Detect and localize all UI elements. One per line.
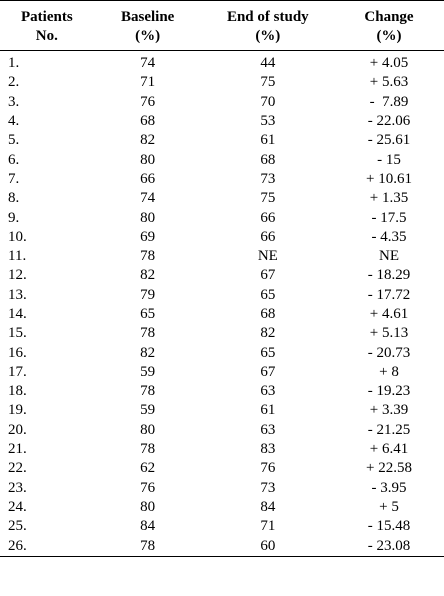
end-of-study-cell: NE xyxy=(257,248,278,265)
table-row xyxy=(0,343,444,362)
patient-no-cell: 23. xyxy=(8,479,27,496)
table-row xyxy=(0,150,444,169)
table-row xyxy=(0,305,444,324)
baseline-cell: 76 xyxy=(140,479,156,496)
change-cell: - 19.23 xyxy=(367,383,411,400)
table-row xyxy=(0,266,444,285)
baseline-cell: 71 xyxy=(140,74,156,91)
patient-no-cell: 16. xyxy=(8,344,27,361)
end-of-study-cell: 63 xyxy=(260,383,276,400)
end-of-study-cell: 53 xyxy=(260,113,276,130)
end-of-study-cell: 73 xyxy=(260,479,276,496)
change-cell: - 22.06 xyxy=(367,113,411,130)
table-row xyxy=(0,208,444,227)
patient-no-cell: 25. xyxy=(8,518,27,535)
patient-no-cell: 22. xyxy=(8,460,27,477)
end-of-study-cell: 65 xyxy=(260,286,276,303)
header-change-line2: (%) xyxy=(376,28,402,44)
patient-no-cell: 1. xyxy=(8,55,20,72)
end-of-study-cell: 82 xyxy=(260,325,276,342)
patient-no-cell: 9. xyxy=(8,209,20,226)
patient-no-cell: 20. xyxy=(8,421,27,438)
patient-no-cell: 6. xyxy=(8,151,20,168)
table-row xyxy=(0,421,444,440)
patient-no-cell: 10. xyxy=(8,228,27,245)
end-of-study-cell: 68 xyxy=(260,306,276,322)
baseline-cell: 76 xyxy=(140,93,156,110)
end-of-study-cell: 61 xyxy=(260,402,276,419)
baseline-cell: 78 xyxy=(140,325,156,342)
table-row xyxy=(0,189,444,208)
table-row xyxy=(0,363,444,382)
patient-no-cell: 17. xyxy=(8,363,27,380)
table-body xyxy=(0,51,444,557)
change-cell: NE xyxy=(379,248,399,265)
change-cell: + 1.35 xyxy=(369,190,409,207)
baseline-cell: 82 xyxy=(140,344,156,361)
end-of-study-cell: 60 xyxy=(260,537,276,554)
end-of-study-cell: 73 xyxy=(260,170,276,187)
baseline-cell: 82 xyxy=(140,267,156,284)
change-cell: - 20.73 xyxy=(367,344,411,361)
table-row xyxy=(0,401,444,420)
table-row xyxy=(0,517,444,536)
change-cell: + 4.61 xyxy=(369,306,409,322)
baseline-cell: 78 xyxy=(140,537,156,554)
table-row xyxy=(0,459,444,478)
patient-no-cell: 24. xyxy=(8,498,27,515)
change-cell: + 4.05 xyxy=(369,55,409,72)
change-cell: - 15 xyxy=(377,151,401,168)
patient-no-cell: 7. xyxy=(8,170,20,187)
table-row xyxy=(0,73,444,92)
table-row xyxy=(0,93,444,112)
end-of-study-cell: 83 xyxy=(260,441,276,458)
end-of-study-cell: 67 xyxy=(260,267,276,284)
patient-no-cell: 4. xyxy=(8,113,20,130)
baseline-cell: 59 xyxy=(140,402,156,419)
change-cell: - 7.89 xyxy=(369,93,409,110)
patient-no-cell: 15. xyxy=(8,325,27,342)
table-row xyxy=(0,498,444,517)
baseline-cell: 78 xyxy=(140,248,156,265)
patient-no-cell: 3. xyxy=(8,93,20,110)
end-of-study-cell: 44 xyxy=(260,55,276,72)
change-cell: + 10.61 xyxy=(366,170,412,187)
change-cell: + 5 xyxy=(379,498,399,515)
baseline-cell: 82 xyxy=(140,132,156,149)
header-patients-no xyxy=(0,1,94,51)
change-cell: - 17.72 xyxy=(367,286,411,303)
baseline-cell: 74 xyxy=(140,190,156,207)
baseline-cell: 78 xyxy=(140,441,156,458)
baseline-cell: 80 xyxy=(140,209,156,226)
header-change-line1: Change xyxy=(364,9,414,25)
header-patients-line2: No. xyxy=(35,28,58,44)
baseline-cell: 74 xyxy=(140,55,156,72)
baseline-cell: 78 xyxy=(140,383,156,400)
patient-no-cell: 11. xyxy=(8,248,27,265)
change-cell: + 22.58 xyxy=(366,460,412,477)
table-row xyxy=(0,170,444,189)
baseline-cell: 66 xyxy=(140,170,156,187)
end-of-study-cell: 84 xyxy=(260,498,276,515)
end-of-study-cell: 75 xyxy=(260,74,276,91)
table-row xyxy=(0,286,444,305)
table-row xyxy=(0,479,444,498)
change-cell: - 23.08 xyxy=(367,537,411,554)
baseline-cell: 65 xyxy=(140,306,156,322)
change-cell: - 25.61 xyxy=(367,132,411,149)
change-cell: - 15.48 xyxy=(367,518,411,535)
patient-no-cell: 26. xyxy=(8,537,27,554)
patient-no-cell: 21. xyxy=(8,441,27,458)
header-end-of-study xyxy=(202,1,334,51)
end-of-study-cell: 70 xyxy=(260,93,276,110)
patient-no-cell: 8. xyxy=(8,190,20,207)
baseline-cell: 80 xyxy=(140,151,156,168)
end-of-study-cell: 63 xyxy=(260,421,276,438)
header-end-of-study-line1: End of study xyxy=(226,9,309,25)
change-cell: - 17.5 xyxy=(371,209,407,226)
end-of-study-cell: 66 xyxy=(260,228,276,245)
change-cell: + 5.63 xyxy=(369,74,409,91)
table-row xyxy=(0,536,444,556)
header-patients-line1: Patients xyxy=(21,9,73,25)
end-of-study-cell: 67 xyxy=(260,363,276,380)
patient-no-cell: 5. xyxy=(8,132,20,149)
table-row xyxy=(0,440,444,459)
baseline-cell: 79 xyxy=(140,286,156,303)
table-row xyxy=(0,382,444,401)
end-of-study-cell: 65 xyxy=(260,344,276,361)
patient-no-cell: 2. xyxy=(8,74,20,91)
change-cell: + 3.39 xyxy=(369,402,409,419)
patient-no-cell: 18. xyxy=(8,383,27,400)
table-row xyxy=(0,112,444,131)
table-row xyxy=(0,247,444,266)
baseline-cell: 84 xyxy=(140,518,156,535)
baseline-cell: 62 xyxy=(140,460,156,477)
end-of-study-cell: 76 xyxy=(260,460,276,477)
baseline-cell: 80 xyxy=(140,498,156,515)
table-row xyxy=(0,51,444,74)
table-row xyxy=(0,228,444,247)
change-cell: + 5.13 xyxy=(369,325,409,342)
change-cell: - 18.29 xyxy=(367,267,411,284)
table-row xyxy=(0,131,444,150)
baseline-cell: 80 xyxy=(140,421,156,438)
header-change xyxy=(334,1,444,51)
change-cell: + 8 xyxy=(379,363,399,380)
patient-no-cell: 14. xyxy=(8,306,27,322)
change-cell: + 6.41 xyxy=(369,441,409,458)
change-cell: - 21.25 xyxy=(367,421,411,438)
end-of-study-cell: 71 xyxy=(260,518,276,535)
end-of-study-cell: 75 xyxy=(260,190,276,207)
header-baseline xyxy=(94,1,202,51)
header-baseline-line1: Baseline xyxy=(120,9,175,25)
header-end-of-study-line2: (%) xyxy=(255,28,281,44)
end-of-study-cell: 68 xyxy=(260,151,276,168)
header-row xyxy=(0,1,444,51)
patient-no-cell: 13. xyxy=(8,286,27,303)
change-cell: - 4.35 xyxy=(371,228,407,245)
table-row xyxy=(0,324,444,343)
baseline-cell: 69 xyxy=(140,228,156,245)
change-cell: - 3.95 xyxy=(371,479,407,496)
baseline-cell: 59 xyxy=(140,363,156,380)
table-header xyxy=(0,1,444,51)
header-baseline-line2: (%) xyxy=(135,28,161,44)
end-of-study-cell: 66 xyxy=(260,209,276,226)
patient-no-cell: 12. xyxy=(8,267,27,284)
end-of-study-cell: 61 xyxy=(260,132,276,149)
patient-no-cell: 19. xyxy=(8,402,27,419)
baseline-cell: 68 xyxy=(140,113,156,130)
